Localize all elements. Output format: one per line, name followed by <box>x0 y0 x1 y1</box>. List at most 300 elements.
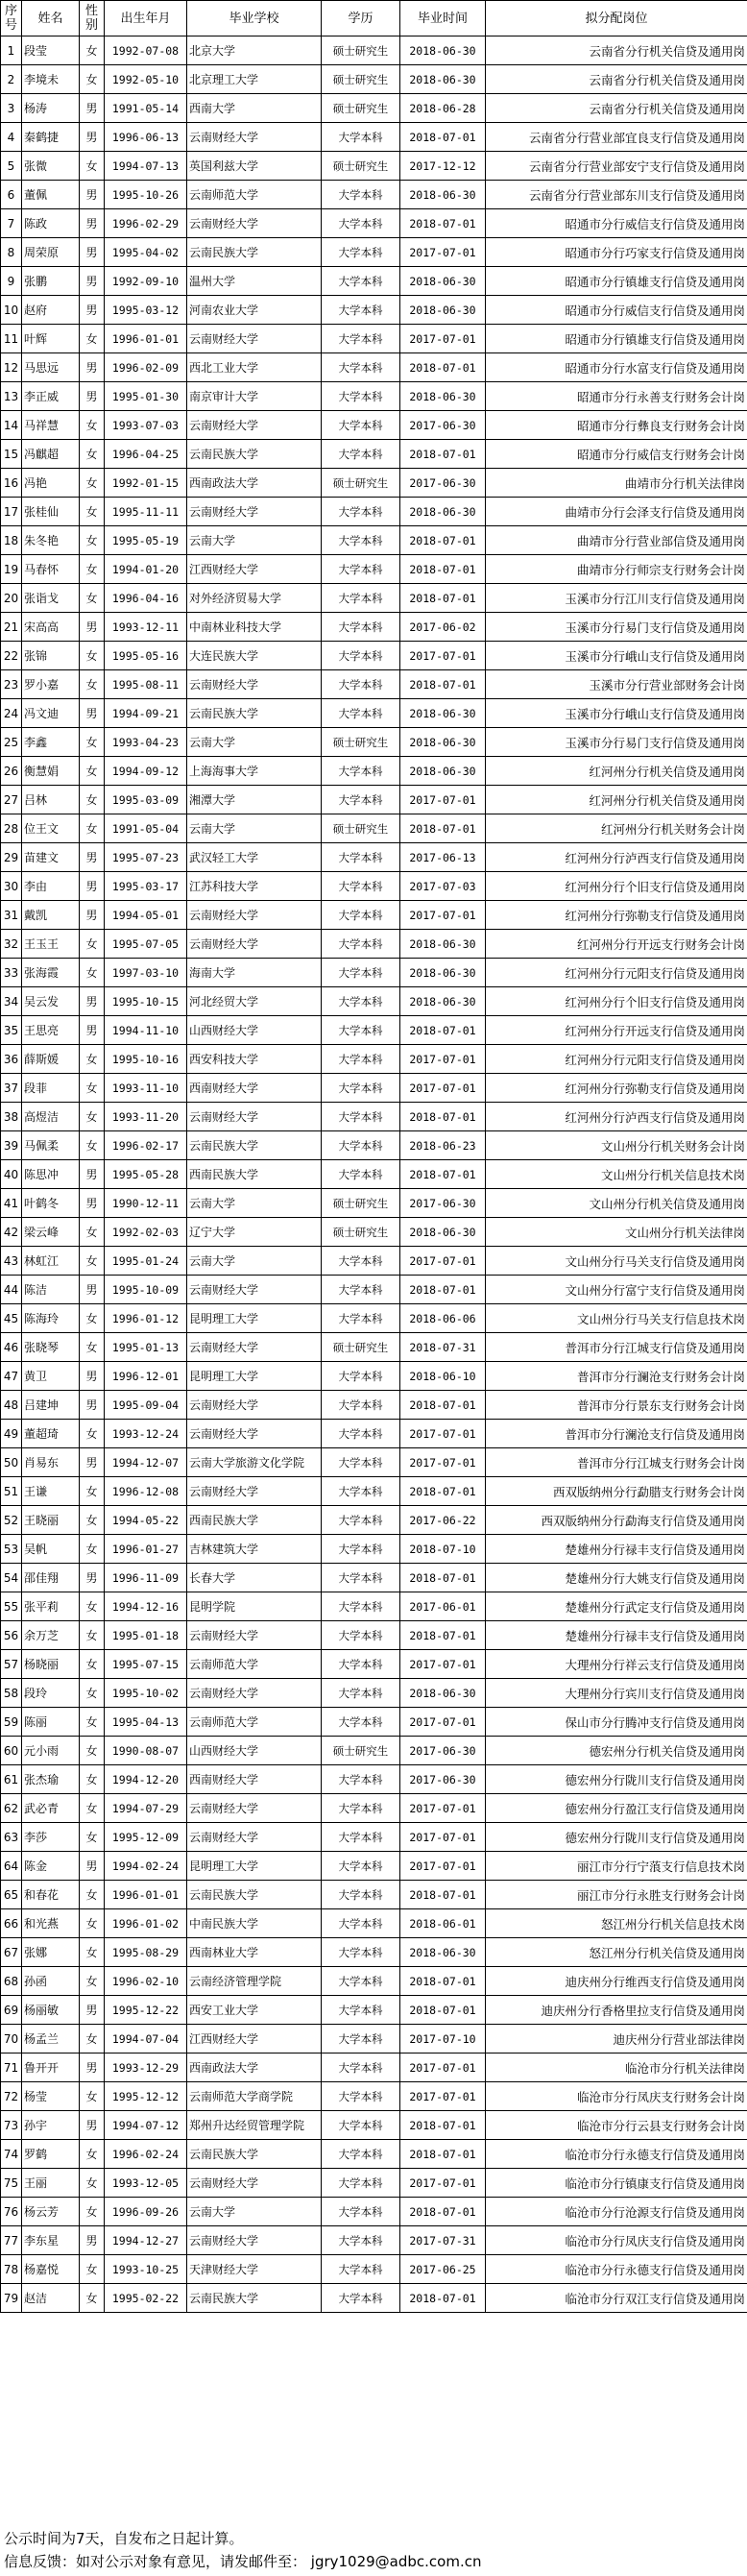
education-cell: 硕士研究生 <box>322 1737 400 1765</box>
gender-cell: 女 <box>80 469 105 498</box>
birth-date-cell: 1996-04-25 <box>105 440 187 469</box>
person-name-cell: 董佩 <box>22 181 80 209</box>
table-row <box>1 325 747 353</box>
education-cell: 大学本科 <box>322 2198 400 2226</box>
graduation-date-cell: 2018-06-30 <box>400 181 486 209</box>
school-cell: 云南财经大学 <box>187 930 322 959</box>
table-row <box>1 1564 747 1592</box>
person-name-cell: 高煜洁 <box>22 1103 80 1131</box>
table-row <box>1 1420 747 1448</box>
birth-date-cell: 1992-05-10 <box>105 65 187 94</box>
school-cell: 云南财经大学 <box>187 2226 322 2255</box>
education-cell: 大学本科 <box>322 209 400 238</box>
person-name-cell: 叶鹤冬 <box>22 1189 80 1218</box>
graduation-date-cell: 2017-07-01 <box>400 642 486 670</box>
education-cell: 大学本科 <box>322 555 400 584</box>
person-name-cell: 段菲 <box>22 1074 80 1103</box>
education-cell: 大学本科 <box>322 267 400 296</box>
table-row <box>1 1909 747 1938</box>
school-cell: 云南财经大学 <box>187 901 322 930</box>
education-cell: 大学本科 <box>322 2025 400 2054</box>
graduation-date-cell: 2017-07-03 <box>400 872 486 901</box>
row-index-cell: 48 <box>1 1391 22 1420</box>
birth-date-cell: 1995-01-30 <box>105 382 187 411</box>
row-index-cell: 58 <box>1 1679 22 1708</box>
school-cell: 海南大学 <box>187 959 322 987</box>
assigned-position-cell: 文山州分行马关支行信贷及通用岗 <box>486 1247 747 1276</box>
person-name-cell: 马春怀 <box>22 555 80 584</box>
birth-date-cell: 1994-01-20 <box>105 555 187 584</box>
gender-cell: 女 <box>80 2169 105 2198</box>
education-cell: 大学本科 <box>322 1794 400 1823</box>
table-row <box>1 959 747 987</box>
row-index-cell: 24 <box>1 699 22 728</box>
gender-cell: 女 <box>80 2025 105 2054</box>
person-name-cell: 马佩柔 <box>22 1131 80 1160</box>
person-name-cell: 李由 <box>22 872 80 901</box>
education-cell: 大学本科 <box>322 2284 400 2313</box>
person-name-cell: 杨孟兰 <box>22 2025 80 2054</box>
birth-date-cell: 1995-07-15 <box>105 1650 187 1679</box>
birth-date-cell: 1995-08-29 <box>105 1938 187 1967</box>
gender-cell: 女 <box>80 757 105 786</box>
assigned-position-cell: 玉溪市分行峨山支行信贷及通用岗 <box>486 642 747 670</box>
birth-date-cell: 1996-04-16 <box>105 584 187 613</box>
assigned-position-cell: 普洱市分行江城支行财务会计岗 <box>486 1448 747 1477</box>
school-cell: 云南财经大学 <box>187 1794 322 1823</box>
gender-cell: 女 <box>80 1823 105 1852</box>
education-cell: 硕士研究生 <box>322 1333 400 1362</box>
education-cell: 大学本科 <box>322 1650 400 1679</box>
education-cell: 大学本科 <box>322 325 400 353</box>
school-cell: 云南财经大学 <box>187 2169 322 2198</box>
publicity-notice: 公示时间为7天，自发布之日起计算。 <box>4 2530 244 2547</box>
gender-cell: 男 <box>80 181 105 209</box>
assigned-position-cell: 临沧市分行沧源支行信贷及通用岗 <box>486 2198 747 2226</box>
gender-cell: 男 <box>80 613 105 642</box>
table-row <box>1 65 747 94</box>
person-name-cell: 邵佳翔 <box>22 1564 80 1592</box>
gender-cell: 女 <box>80 1765 105 1794</box>
table-row <box>1 2082 747 2111</box>
graduation-date-cell: 2018-07-01 <box>400 1103 486 1131</box>
assigned-position-cell: 红河州分行个旧支行信贷及通用岗 <box>486 987 747 1016</box>
education-cell: 大学本科 <box>322 1391 400 1420</box>
assigned-position-cell: 昭通市分行永善支行财务会计岗 <box>486 382 747 411</box>
graduation-date-cell: 2017-06-22 <box>400 1506 486 1535</box>
graduation-date-cell: 2018-06-30 <box>400 296 486 325</box>
table-row <box>1 1679 747 1708</box>
education-cell: 大学本科 <box>322 613 400 642</box>
person-name-cell: 林虹江 <box>22 1247 80 1276</box>
row-index-cell: 21 <box>1 613 22 642</box>
graduation-date-cell: 2017-07-01 <box>400 786 486 814</box>
gender-cell: 男 <box>80 1276 105 1304</box>
education-cell: 大学本科 <box>322 959 400 987</box>
graduation-date-cell: 2017-07-01 <box>400 1045 486 1074</box>
gender-cell: 男 <box>80 2054 105 2082</box>
graduation-date-cell: 2017-06-30 <box>400 469 486 498</box>
gender-cell: 男 <box>80 1160 105 1189</box>
assigned-position-cell: 玉溪市分行江川支行信贷及通用岗 <box>486 584 747 613</box>
education-cell: 硕士研究生 <box>322 469 400 498</box>
school-cell: 云南师范大学商学院 <box>187 2082 322 2111</box>
row-index-cell: 2 <box>1 65 22 94</box>
row-index-cell: 66 <box>1 1909 22 1938</box>
school-cell: 河北经贸大学 <box>187 987 322 1016</box>
school-cell: 湘潭大学 <box>187 786 322 814</box>
row-index-cell: 19 <box>1 555 22 584</box>
graduation-date-cell: 2018-06-01 <box>400 1909 486 1938</box>
school-cell: 云南财经大学 <box>187 1391 322 1420</box>
table-row <box>1 36 747 65</box>
graduation-date-cell: 2017-12-12 <box>400 152 486 181</box>
gender-cell: 男 <box>80 267 105 296</box>
education-cell: 大学本科 <box>322 411 400 440</box>
graduation-date-cell: 2017-06-30 <box>400 1765 486 1794</box>
birth-date-cell: 1996-06-13 <box>105 123 187 152</box>
graduation-date-cell: 2017-07-01 <box>400 1852 486 1881</box>
education-cell: 大学本科 <box>322 2169 400 2198</box>
table-row <box>1 1477 747 1506</box>
graduation-date-cell: 2018-06-30 <box>400 36 486 65</box>
education-cell: 大学本科 <box>322 1247 400 1276</box>
row-index-cell: 8 <box>1 238 22 267</box>
table-row <box>1 1996 747 2025</box>
gender-cell: 女 <box>80 1218 105 1247</box>
assigned-position-cell: 普洱市分行江城支行信贷及通用岗 <box>486 1333 747 1362</box>
graduation-date-cell: 2018-07-01 <box>400 1996 486 2025</box>
graduation-date-cell: 2018-06-30 <box>400 930 486 959</box>
row-index-cell: 39 <box>1 1131 22 1160</box>
school-cell: 郑州升达经贸管理学院 <box>187 2111 322 2140</box>
graduation-date-cell: 2018-07-01 <box>400 555 486 584</box>
person-name-cell: 董超琦 <box>22 1420 80 1448</box>
assigned-position-cell: 红河州分行元阳支行信贷及通用岗 <box>486 1045 747 1074</box>
row-index-cell: 32 <box>1 930 22 959</box>
graduation-date-cell: 2017-07-01 <box>400 1420 486 1448</box>
table-row <box>1 1506 747 1535</box>
person-name-cell: 杨涛 <box>22 94 80 123</box>
person-name-cell: 叶辉 <box>22 325 80 353</box>
school-cell: 云南财经大学 <box>187 1477 322 1506</box>
school-cell: 云南财经大学 <box>187 325 322 353</box>
column-header-school: 毕业学校 <box>187 1 322 36</box>
gender-cell: 男 <box>80 987 105 1016</box>
gender-cell: 女 <box>80 2198 105 2226</box>
table-row <box>1 2025 747 2054</box>
person-name-cell: 张晓琴 <box>22 1333 80 1362</box>
row-index-cell: 22 <box>1 642 22 670</box>
table-row <box>1 2140 747 2169</box>
education-cell: 大学本科 <box>322 1016 400 1045</box>
school-cell: 云南财经大学 <box>187 1276 322 1304</box>
gender-cell: 女 <box>80 1794 105 1823</box>
birth-date-cell: 1996-01-12 <box>105 1304 187 1333</box>
table-row <box>1 94 747 123</box>
person-name-cell: 孙宇 <box>22 2111 80 2140</box>
assigned-position-cell: 德宏州分行陇川支行信贷及通用岗 <box>486 1765 747 1794</box>
row-index-cell: 38 <box>1 1103 22 1131</box>
row-index-cell: 28 <box>1 814 22 843</box>
graduation-date-cell: 2018-06-10 <box>400 1362 486 1391</box>
birth-date-cell: 1995-01-18 <box>105 1621 187 1650</box>
birth-date-cell: 1991-05-04 <box>105 814 187 843</box>
education-cell: 大学本科 <box>322 1506 400 1535</box>
row-index-cell: 9 <box>1 267 22 296</box>
person-name-cell: 陈金 <box>22 1852 80 1881</box>
birth-date-cell: 1994-07-13 <box>105 152 187 181</box>
birth-date-cell: 1995-03-09 <box>105 786 187 814</box>
school-cell: 云南大学 <box>187 1189 322 1218</box>
table-row <box>1 2169 747 2198</box>
person-name-cell: 武必青 <box>22 1794 80 1823</box>
table-row <box>1 699 747 728</box>
gender-cell: 男 <box>80 901 105 930</box>
table-row <box>1 814 747 843</box>
table-row <box>1 440 747 469</box>
birth-date-cell: 1995-07-23 <box>105 843 187 872</box>
school-cell: 云南大学 <box>187 2198 322 2226</box>
person-name-cell: 冯文迪 <box>22 699 80 728</box>
school-cell: 英国利兹大学 <box>187 152 322 181</box>
education-cell: 大学本科 <box>322 1621 400 1650</box>
person-name-cell: 李东星 <box>22 2226 80 2255</box>
gender-cell: 女 <box>80 814 105 843</box>
gender-cell: 女 <box>80 1592 105 1621</box>
school-cell: 北京大学 <box>187 36 322 65</box>
gender-cell: 女 <box>80 325 105 353</box>
education-cell: 硕士研究生 <box>322 1218 400 1247</box>
education-cell: 大学本科 <box>322 1535 400 1564</box>
row-index-cell: 73 <box>1 2111 22 2140</box>
assigned-position-cell: 红河州分行弥勒支行信贷及通用岗 <box>486 1074 747 1103</box>
school-cell: 对外经济贸易大学 <box>187 584 322 613</box>
education-cell: 大学本科 <box>322 930 400 959</box>
row-index-cell: 62 <box>1 1794 22 1823</box>
assigned-position-cell: 文山州分行机关信息技术岗 <box>486 1160 747 1189</box>
birth-date-cell: 1993-12-24 <box>105 1420 187 1448</box>
row-index-cell: 63 <box>1 1823 22 1852</box>
table-row <box>1 1362 747 1391</box>
assigned-position-cell: 昭通市分行水富支行信贷及通用岗 <box>486 353 747 382</box>
school-cell: 云南财经大学 <box>187 411 322 440</box>
assigned-position-cell: 德宏州分行陇川支行信贷及通用岗 <box>486 1823 747 1852</box>
assigned-position-cell: 保山市分行腾冲支行信贷及通用岗 <box>486 1708 747 1737</box>
person-name-cell: 李正威 <box>22 382 80 411</box>
table-row <box>1 1852 747 1881</box>
graduation-date-cell: 2018-07-01 <box>400 440 486 469</box>
graduation-date-cell: 2017-07-10 <box>400 2025 486 2054</box>
table-row <box>1 2226 747 2255</box>
row-index-cell: 35 <box>1 1016 22 1045</box>
person-name-cell: 张微 <box>22 152 80 181</box>
row-index-cell: 1 <box>1 36 22 65</box>
education-cell: 大学本科 <box>322 1967 400 1996</box>
graduation-date-cell: 2018-06-30 <box>400 498 486 526</box>
school-cell: 山西财经大学 <box>187 1016 322 1045</box>
birth-date-cell: 1995-10-02 <box>105 1679 187 1708</box>
column-header-birth-date: 出生年月 <box>105 1 187 36</box>
school-cell: 云南民族大学 <box>187 238 322 267</box>
row-index-cell: 40 <box>1 1160 22 1189</box>
gender-cell: 女 <box>80 1304 105 1333</box>
birth-date-cell: 1995-10-15 <box>105 987 187 1016</box>
graduation-date-cell: 2018-06-30 <box>400 1218 486 1247</box>
table-row <box>1 1304 747 1333</box>
person-name-cell: 秦鹤捷 <box>22 123 80 152</box>
person-name-cell: 王玉王 <box>22 930 80 959</box>
graduation-date-cell: 2018-06-06 <box>400 1304 486 1333</box>
birth-date-cell: 1995-05-28 <box>105 1160 187 1189</box>
gender-cell: 女 <box>80 584 105 613</box>
birth-date-cell: 1995-03-17 <box>105 872 187 901</box>
school-cell: 西南财经大学 <box>187 1765 322 1794</box>
graduation-date-cell: 2018-07-01 <box>400 2111 486 2140</box>
graduation-date-cell: 2018-07-01 <box>400 123 486 152</box>
assigned-position-cell: 大理州分行祥云支行信贷及通用岗 <box>486 1650 747 1679</box>
table-row <box>1 2255 747 2284</box>
table-row <box>1 267 747 296</box>
row-index-cell: 60 <box>1 1737 22 1765</box>
school-cell: 中南林业科技大学 <box>187 613 322 642</box>
education-cell: 大学本科 <box>322 296 400 325</box>
row-index-cell: 26 <box>1 757 22 786</box>
school-cell: 云南财经大学 <box>187 1103 322 1131</box>
row-index-cell: 69 <box>1 1996 22 2025</box>
birth-date-cell: 1994-05-22 <box>105 1506 187 1535</box>
gender-cell: 女 <box>80 152 105 181</box>
birth-date-cell: 1995-10-26 <box>105 181 187 209</box>
table-row <box>1 1333 747 1362</box>
gender-cell: 女 <box>80 728 105 757</box>
table-row <box>1 1881 747 1909</box>
birth-date-cell: 1993-11-10 <box>105 1074 187 1103</box>
row-index-cell: 51 <box>1 1477 22 1506</box>
row-index-cell: 71 <box>1 2054 22 2082</box>
gender-cell: 男 <box>80 843 105 872</box>
table-row <box>1 382 747 411</box>
graduation-date-cell: 2018-07-10 <box>400 1535 486 1564</box>
person-name-cell: 吴云发 <box>22 987 80 1016</box>
gender-cell: 女 <box>80 1708 105 1737</box>
gender-cell: 女 <box>80 642 105 670</box>
education-cell: 大学本科 <box>322 238 400 267</box>
education-cell: 大学本科 <box>322 2111 400 2140</box>
assigned-position-cell: 怒江州分行机关信息技术岗 <box>486 1909 747 1938</box>
graduation-date-cell: 2018-07-01 <box>400 1276 486 1304</box>
gender-cell: 男 <box>80 209 105 238</box>
education-cell: 大学本科 <box>322 526 400 555</box>
person-name-cell: 杨丽敏 <box>22 1996 80 2025</box>
gender-cell: 男 <box>80 1391 105 1420</box>
birth-date-cell: 1996-01-02 <box>105 1909 187 1938</box>
birth-date-cell: 1993-10-25 <box>105 2255 187 2284</box>
birth-date-cell: 1994-09-12 <box>105 757 187 786</box>
school-cell: 云南民族大学 <box>187 1131 322 1160</box>
assigned-position-cell: 曲靖市分行营业部信贷及通用岗 <box>486 526 747 555</box>
school-cell: 云南大学 <box>187 814 322 843</box>
graduation-date-cell: 2017-06-25 <box>400 2255 486 2284</box>
school-cell: 云南财经大学 <box>187 1333 322 1362</box>
gender-cell: 男 <box>80 2111 105 2140</box>
assigned-position-cell: 普洱市分行景东支行财务会计岗 <box>486 1391 747 1420</box>
education-cell: 大学本科 <box>322 699 400 728</box>
person-name-cell: 王丽 <box>22 2169 80 2198</box>
person-name-cell: 陈海玲 <box>22 1304 80 1333</box>
row-index-cell: 14 <box>1 411 22 440</box>
birth-date-cell: 1993-12-05 <box>105 2169 187 2198</box>
gender-cell: 男 <box>80 699 105 728</box>
gender-cell: 女 <box>80 1477 105 1506</box>
table-row <box>1 1160 747 1189</box>
table-row <box>1 2054 747 2082</box>
table-row <box>1 584 747 613</box>
school-cell: 山西财经大学 <box>187 1737 322 1765</box>
assigned-position-cell: 曲靖市分行机关法律岗 <box>486 469 747 498</box>
gender-cell: 女 <box>80 2082 105 2111</box>
education-cell: 大学本科 <box>322 498 400 526</box>
school-cell: 昆明理工大学 <box>187 1362 322 1391</box>
column-header-gender: 性别 <box>80 1 105 36</box>
person-name-cell: 和光燕 <box>22 1909 80 1938</box>
graduation-date-cell: 2018-07-01 <box>400 1564 486 1592</box>
birth-date-cell: 1996-02-24 <box>105 2140 187 2169</box>
table-row <box>1 1391 747 1420</box>
education-cell: 大学本科 <box>322 1477 400 1506</box>
table-row <box>1 1131 747 1160</box>
row-index-cell: 44 <box>1 1276 22 1304</box>
education-cell: 大学本科 <box>322 1881 400 1909</box>
gender-cell: 女 <box>80 1045 105 1074</box>
gender-cell: 女 <box>80 2284 105 2313</box>
gender-cell: 男 <box>80 872 105 901</box>
person-name-cell: 王晓丽 <box>22 1506 80 1535</box>
table-row <box>1 1218 747 1247</box>
birth-date-cell: 1993-11-20 <box>105 1103 187 1131</box>
row-index-cell: 76 <box>1 2198 22 2226</box>
person-name-cell: 朱冬艳 <box>22 526 80 555</box>
graduation-date-cell: 2017-06-13 <box>400 843 486 872</box>
birth-date-cell: 1993-04-23 <box>105 728 187 757</box>
assigned-position-cell: 迪庆州分行维西支行信贷及通用岗 <box>486 1967 747 1996</box>
assigned-position-cell: 红河州分行机关财务会计岗 <box>486 814 747 843</box>
person-name-cell: 段玲 <box>22 1679 80 1708</box>
education-cell: 大学本科 <box>322 181 400 209</box>
gender-cell: 女 <box>80 1103 105 1131</box>
graduation-date-cell: 2018-07-01 <box>400 1477 486 1506</box>
row-index-cell: 6 <box>1 181 22 209</box>
person-name-cell: 张鹏 <box>22 267 80 296</box>
school-cell: 云南师范大学 <box>187 181 322 209</box>
gender-cell: 男 <box>80 238 105 267</box>
graduation-date-cell: 2017-07-01 <box>400 1247 486 1276</box>
birth-date-cell: 1996-01-01 <box>105 1881 187 1909</box>
graduation-date-cell: 2018-06-28 <box>400 94 486 123</box>
birth-date-cell: 1994-07-12 <box>105 2111 187 2140</box>
person-name-cell: 陈政 <box>22 209 80 238</box>
row-index-cell: 36 <box>1 1045 22 1074</box>
gender-cell: 女 <box>80 1938 105 1967</box>
row-index-cell: 41 <box>1 1189 22 1218</box>
birth-date-cell: 1995-03-12 <box>105 296 187 325</box>
person-name-cell: 黄卫 <box>22 1362 80 1391</box>
school-cell: 云南大学旅游文化学院 <box>187 1448 322 1477</box>
graduation-date-cell: 2018-06-30 <box>400 959 486 987</box>
table-row <box>1 1592 747 1621</box>
gender-cell: 女 <box>80 930 105 959</box>
table-row <box>1 1074 747 1103</box>
